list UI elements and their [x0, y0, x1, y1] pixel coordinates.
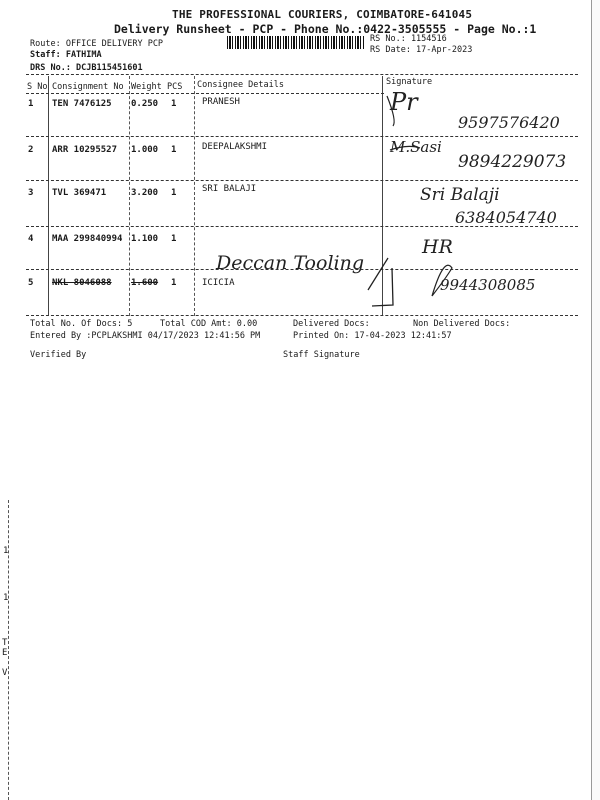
entered-by: Entered By :PCPLAKSHMI 04/17/2023 12:41:56 PM [30, 331, 261, 341]
col-header-sno: S No [27, 82, 48, 92]
margin-mark: E [2, 648, 8, 658]
handwritten-signature: M.Sasi [390, 138, 442, 156]
row-pcs: 1 [171, 234, 177, 244]
page-edge [8, 500, 9, 800]
row-sno: 4 [28, 234, 34, 244]
margin-mark: 1 [3, 546, 9, 556]
handwritten-signature: Pr [390, 88, 418, 116]
margin-mark: 1 [3, 593, 9, 603]
col-header-consignment: Consignment No [52, 82, 124, 92]
margin-mark: T [2, 638, 8, 648]
total-cod: Total COD Amt: 0.00 [160, 319, 258, 329]
handwritten-phone: 9944308085 [440, 276, 536, 294]
document-title: Delivery Runsheet - PCP - Phone No.:0422-3505555 - Page No.:1 [114, 22, 537, 36]
handwritten-signature: HR [422, 236, 453, 258]
row-consignment: MAA 299840994 [52, 234, 123, 244]
row-pcs: 1 [171, 188, 177, 198]
row-pcs: 1 [171, 145, 177, 155]
col-header-consignee: Consignee Details [197, 80, 284, 90]
handwritten-signature: Sri Balaji [420, 185, 500, 205]
row-consignment: TEN 7476125 [52, 99, 112, 109]
scan-edge [591, 0, 600, 800]
handwritten-company: Deccan Tooling [216, 252, 364, 274]
verified-by: Verified By [30, 350, 87, 360]
col-header-weight: Weight [131, 82, 162, 92]
row-sno: 2 [28, 145, 34, 155]
row-sno: 3 [28, 188, 34, 198]
row-weight: 1.000 [131, 145, 159, 155]
row-weight: 0.250 [131, 99, 159, 109]
drs-number: DRS No.: DCJB115451601 [30, 63, 143, 73]
col-header-pcs: PCS [167, 82, 183, 92]
non-delivered-docs: Non Delivered Docs: [413, 319, 511, 329]
row-consignment: TVL 369471 [52, 188, 107, 198]
printed-on: Printed On: 17-04-2023 12:41:57 [293, 331, 452, 341]
delivered-docs: Delivered Docs: [293, 319, 370, 329]
row-consignee: DEEPALAKSHMI [202, 142, 268, 152]
staff-signature: Staff Signature [283, 350, 360, 360]
handwritten-phone: 9894229073 [458, 152, 567, 172]
row-consignment: NKL 8046088 [52, 278, 112, 288]
row-pcs: 1 [171, 278, 177, 288]
route-label: Route: OFFICE DELIVERY PCP [30, 39, 164, 49]
handwritten-phone: 6384054740 [455, 208, 557, 227]
row-consignee: SRI BALAJI [202, 184, 257, 194]
row-consignment: ARR 10295527 [52, 145, 118, 155]
company-name: THE PROFESSIONAL COURIERS, COIMBATORE-641045 [172, 8, 473, 21]
row-weight: 3.200 [131, 188, 159, 198]
row-sno: 1 [28, 99, 34, 109]
row-weight: 1.100 [131, 234, 159, 244]
row-weight: 1.600 [131, 278, 159, 288]
handwritten-phone: 9597576420 [458, 113, 560, 132]
rs-date: RS Date: 17-Apr-2023 [370, 45, 473, 55]
row-consignee: ICICIA [202, 278, 235, 288]
row-pcs: 1 [171, 99, 177, 109]
row-consignee: PRANESH [202, 97, 240, 107]
row-sno: 5 [28, 278, 34, 288]
rs-number: RS No.: 1154516 [370, 34, 447, 44]
staff-label: Staff: FATHIMA [30, 50, 102, 60]
col-header-signature: Signature [386, 77, 433, 87]
margin-mark: V [2, 668, 8, 678]
total-docs: Total No. Of Docs: 5 [30, 319, 133, 329]
